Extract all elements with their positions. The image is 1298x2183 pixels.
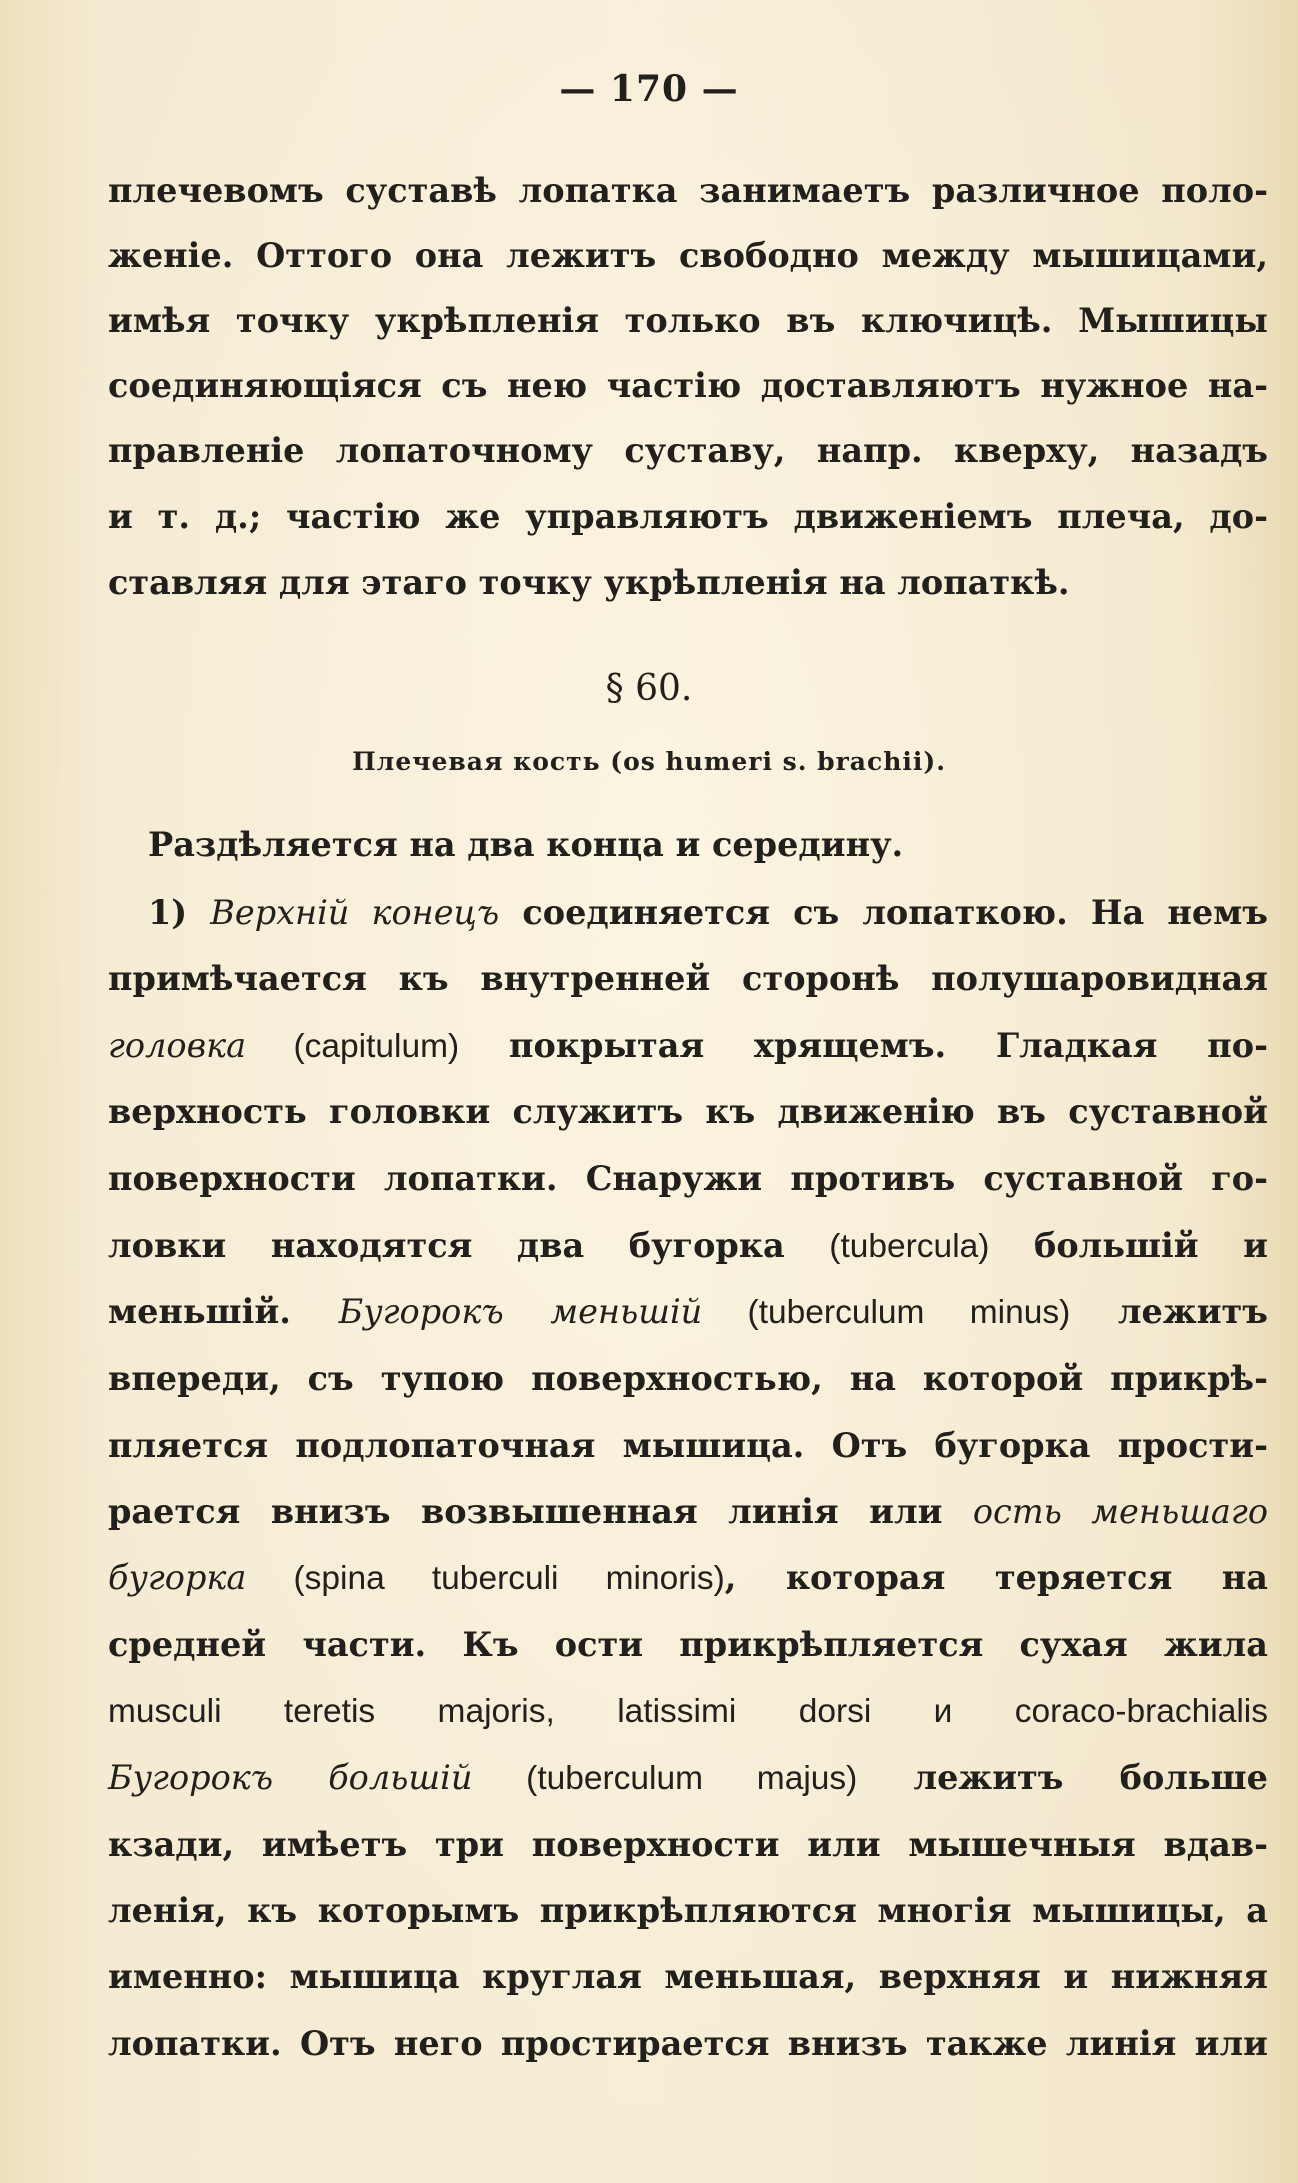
text-line: правленіе лопаточному суставу, напр. кверху, назадъ <box>108 431 1268 470</box>
text-line <box>108 1226 1268 1267</box>
line-segment: , которая теряется на <box>724 1558 1269 1597</box>
text-line: женіе. Оттого она лежитъ свободно между мышицами, <box>108 236 1268 275</box>
italic-term: Верхній конецъ <box>210 893 500 932</box>
text-line: средней части. Къ ости прикрѣпляется сухая жила <box>108 1625 1268 1664</box>
text-line <box>108 1292 1268 1333</box>
latin-term: (tubercula) <box>829 1228 990 1265</box>
latin-term: musculi teretis majoris, latissimi dorsi и coraco-brachialis <box>108 1693 1268 1730</box>
text-line <box>148 893 1268 933</box>
text-line: примѣчается къ внутренней сторонѣ полушаровидная <box>108 959 1268 998</box>
line-segment: лежитъ <box>1070 1292 1268 1331</box>
line-segment: покрытая хрящемъ. Гладкая по- <box>459 1026 1268 1065</box>
text-line: кзади, имѣетъ три поверхности или мышечныя вдав- <box>108 1825 1268 1864</box>
text-line: лопатки. Отъ него простирается внизъ также линія или <box>108 2024 1268 2063</box>
intro-line: Раздѣляется на два конца и середину. <box>148 825 904 864</box>
text-line: поверхности лопатки. Снаружи противъ суставной го- <box>108 1159 1268 1198</box>
italic-term: бугорка <box>108 1558 247 1597</box>
text-line <box>108 1492 1268 1532</box>
latin-term: (spina tuberculi minoris) <box>246 1560 725 1597</box>
line-segment: ловки находятся два бугорка <box>108 1226 830 1265</box>
text-line: ставляя для этаго точку укрѣпленія на лопаткѣ. <box>108 563 1070 602</box>
text-line <box>108 1691 1268 1732</box>
latin-term: (capitulum) <box>246 1028 460 1065</box>
italic-term: ость меньшаго <box>972 1492 1268 1531</box>
line-segment: 1) <box>148 893 211 932</box>
text-line: и т. д.; частію же управляютъ движеніемъ плеча, до- <box>108 497 1268 536</box>
line-segment: лежитъ больше <box>857 1758 1268 1797</box>
text-line <box>108 1026 1268 1067</box>
latin-term: (tuberculum majus) <box>472 1760 858 1797</box>
line-segment: соединяется съ лопаткою. На немъ <box>499 893 1268 932</box>
italic-term: Бугорокъ большій <box>108 1758 473 1797</box>
italic-term: головка <box>108 1026 247 1065</box>
text-line: именно: мышица круглая меньшая, верхняя и нижняя <box>108 1957 1268 1996</box>
text-line: плечевомъ суставѣ лопатка занимаетъ различное поло- <box>108 171 1268 210</box>
line-segment: большій и <box>989 1226 1268 1265</box>
text-line <box>108 1758 1268 1799</box>
line-segment: рается внизъ возвышенная линія или <box>108 1492 973 1531</box>
text-line: ленія, къ которымъ прикрѣпляются многія мышицы, а <box>108 1891 1268 1930</box>
line-segment: меньшій. <box>108 1292 339 1331</box>
page-number: — 170 — <box>559 68 739 110</box>
text-line: соединяющіяся съ нею частію доставляютъ нужное на- <box>108 366 1268 405</box>
text-line <box>108 1558 1268 1599</box>
latin-term: (tuberculum minus) <box>702 1294 1071 1331</box>
text-line: верхность головки служитъ къ движенію въ суставной <box>108 1092 1268 1131</box>
italic-term: Бугорокъ меньшій <box>338 1292 703 1331</box>
section-title: Плечевая кость (os humeri s. brachii). <box>352 747 946 776</box>
text-line: имѣя точку укрѣпленія только въ ключицѣ. Мышицы <box>108 301 1268 340</box>
text-line: впереди, съ тупою поверхностью, на которой прикрѣ- <box>108 1359 1268 1398</box>
text-line: пляется подлопаточная мышица. Отъ бугорка прости- <box>108 1426 1268 1465</box>
section-number: § 60. <box>605 668 693 709</box>
